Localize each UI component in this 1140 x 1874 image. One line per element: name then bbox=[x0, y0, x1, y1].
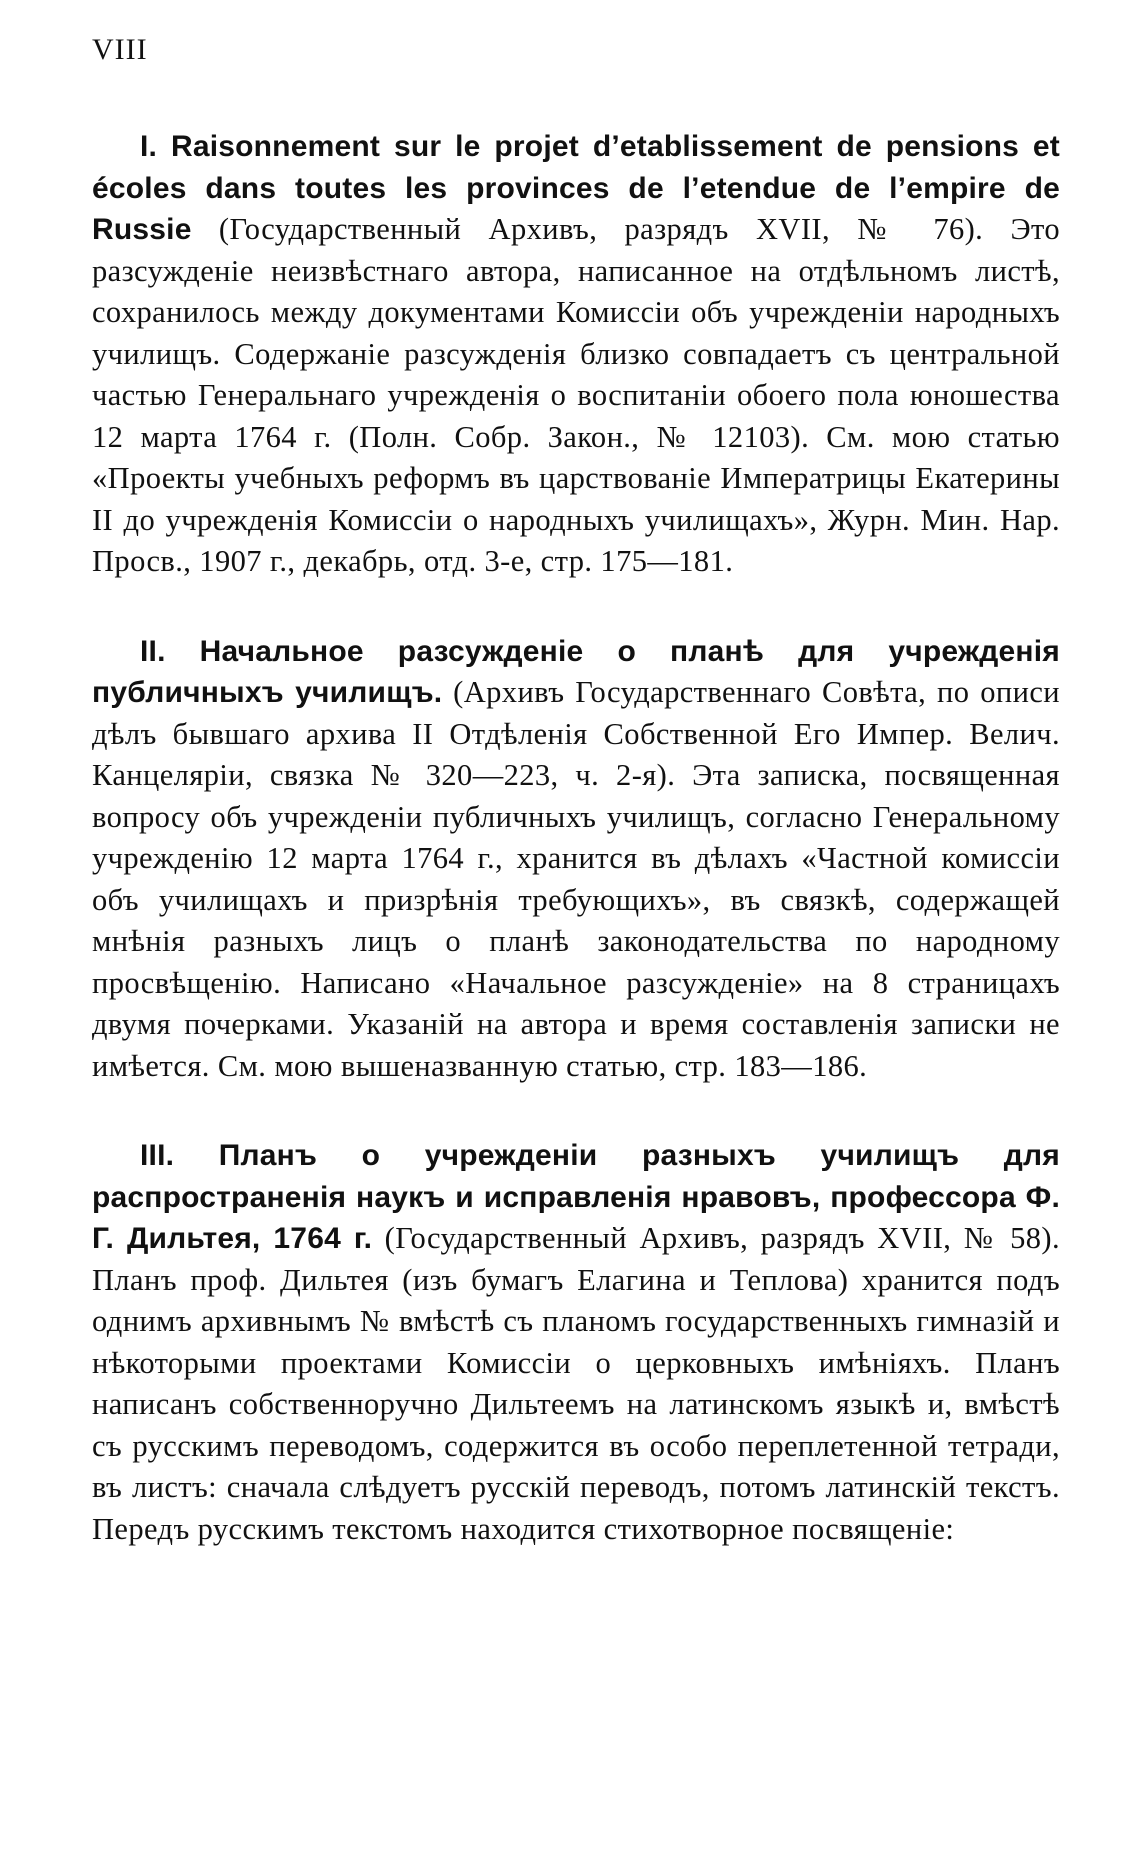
entry-3 bbox=[92, 1135, 1060, 1550]
page-number: VIII bbox=[92, 33, 148, 66]
entry-3-heading: III. Планъ о учрежденіи разныхъ училищъ для распространенія наукъ и исправленія нравовъ, профессора Ф. Г. Дильтея, 1764 г. bbox=[92, 1139, 1060, 1255]
entry-1 bbox=[92, 126, 1060, 583]
document-page bbox=[92, 30, 1060, 1550]
entry-2 bbox=[92, 631, 1060, 1088]
entry-1-heading: I. Raisonnement sur le projet d’etablissement de pensions et écoles dans toutes les provinces de l’etendue de l’empire de Russie bbox=[92, 130, 1060, 246]
entry-2-body: (Архивъ Государственнаго Совѣта, по описи дѣлъ бывшаго архива II Отдѣленія Собственной Его Импер. Велич. Канцеляріи, связка № 320—223, ч. 2-я). Эта записка, посвященная вопросу объ учрежденіи публичныхъ училищъ, согласно Генеральному учрежденію 12 марта 1764 г., хранится въ дѣлахъ «Частной комиссіи объ училищахъ и призрѣнія требующихъ», въ связкѣ, содержащей мнѣнія разныхъ лицъ о планѣ законодательства по народному просвѣщенію. Написано «Начальное разсужденіе» на 8 страницахъ двумя почерками. Указаній на автора и время составленія записки не имѣется. См. мою вышеназванную статью, стр. 183—186. bbox=[92, 675, 1060, 1083]
entry-2-heading: II. Начальное разсужденіе о планѣ для учрежденія публичныхъ училищъ. bbox=[92, 634, 1060, 709]
entry-1-body: (Государственный Архивъ, разрядъ XVII, № 76). Это разсужденіе неизвѣстнаго автора, написанное на отдѣльномъ листѣ, сохранилось между документами Комиссіи объ учрежденіи народныхъ училищъ. Содержаніе разсужденія близко совпадаетъ съ центральной частью Генеральнаго учрежденія о воспитаніи обоего пола юношества 12 марта 1764 г. (Полн. Собр. Закон., № 12103). См. мою статью «Проекты учебныхъ реформъ въ царствованіе Императрицы Екатерины II до учрежденія Комиссіи о народныхъ училищахъ», Журн. Мин. Нар. Просв., 1907 г., декабрь, отд. 3-е, стр. 175—181. bbox=[92, 212, 1061, 578]
entry-3-body: (Государственный Архивъ, разрядъ XVII, № 58). Планъ проф. Дильтея (изъ бумагъ Елагина и Теплова) хранится подъ однимъ архивнымъ № вмѣстѣ съ планомъ государственныхъ гимназій и нѣкоторыми проектами Комиссіи о церковныхъ имѣніяхъ. Планъ написанъ собственноручно Дильтеемъ на латинскомъ языкѣ и, вмѣстѣ съ русскимъ переводомъ, содержится въ особо переплетенной тетради, въ листъ: сначала слѣдуетъ русскій переводъ, потомъ латинскій текстъ. Передъ русскимъ текстомъ находится стихотворное посвященіе: bbox=[92, 1221, 1061, 1546]
